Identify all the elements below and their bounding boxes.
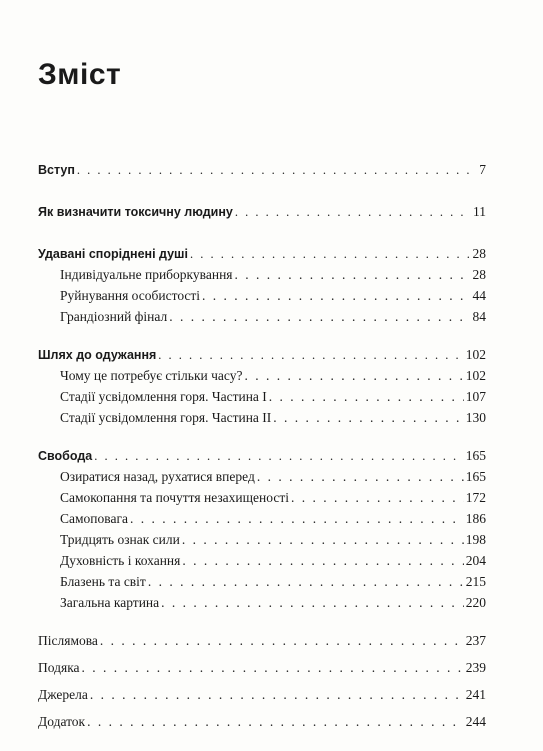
toc-page-number: 102: [465, 368, 486, 383]
toc-entry-chapter-3[interactable]: [38, 347, 486, 368]
toc-entry-label: Стадії усвідомлення горя. Частина ІІ: [60, 410, 272, 425]
dot-leader: [100, 633, 464, 649]
toc-page-number: 237: [465, 633, 486, 648]
toc-entry-chapter-2[interactable]: [38, 246, 486, 267]
toc-entry-section[interactable]: [38, 532, 486, 553]
toc-entry-label: Стадії усвідомлення горя. Частина І: [60, 389, 267, 404]
toc-entry-label: Духовність і кохання: [60, 553, 181, 568]
toc-entry-appendix[interactable]: [38, 714, 486, 735]
toc-page-number: 165: [465, 448, 486, 463]
toc-page-number: 172: [465, 490, 486, 505]
toc-page-number: 165: [465, 469, 486, 484]
dot-leader: [94, 449, 463, 464]
toc-page-number: 130: [465, 410, 486, 425]
dot-leader: [87, 714, 464, 730]
dot-leader: [273, 410, 463, 426]
toc-entry-afterword[interactable]: [38, 633, 486, 654]
toc-page-number: 241: [465, 687, 486, 702]
toc-entry-label: Руйнування особистості: [60, 288, 201, 303]
dot-leader: [269, 389, 464, 405]
dot-leader: [82, 660, 464, 676]
toc-entry-label: Індивідуальне приборкування: [60, 267, 233, 282]
toc-page-number: 198: [465, 532, 486, 547]
toc-entry-section[interactable]: [38, 309, 486, 330]
toc-page-number: 84: [472, 309, 486, 324]
toc-entry-section[interactable]: [38, 490, 486, 511]
toc-entry-label: Чому це потребує стільки часу?: [60, 368, 243, 383]
toc-page-number: 244: [465, 714, 486, 729]
toc-page-number: 28: [472, 246, 486, 261]
dot-leader: [182, 532, 464, 548]
toc-page-number: 11: [473, 204, 486, 219]
toc-entry-label: Самокопання та почуття незахищеності: [60, 490, 289, 505]
toc-entry-chapter-4[interactable]: [38, 448, 486, 469]
toc-entry-label: Удавані споріднені душі: [38, 247, 188, 261]
table-of-contents: [38, 162, 486, 735]
toc-entry-label: Загальна картина: [60, 595, 160, 610]
toc-entry-label: Додаток: [38, 714, 86, 729]
toc-entry-label: Озиратися назад, рухатися вперед: [60, 469, 255, 484]
dot-leader: [148, 574, 464, 590]
toc-entry-intro[interactable]: [38, 162, 486, 183]
toc-entry-label: Шлях до одужання: [38, 348, 157, 362]
toc-page-number: 186: [465, 511, 486, 526]
dot-leader: [235, 267, 471, 283]
toc-entry-label: Подяка: [38, 660, 80, 675]
toc-entry-label: Свобода: [38, 449, 93, 463]
toc-entry-label: Тридцять ознак сили: [60, 532, 180, 547]
dot-leader: [161, 595, 464, 611]
toc-entry-section[interactable]: [38, 511, 486, 532]
toc-page-number: 215: [465, 574, 486, 589]
toc-entry-section[interactable]: [38, 368, 486, 389]
dot-leader: [90, 687, 464, 703]
toc-entry-section[interactable]: [38, 574, 486, 595]
toc-entry-chapter-1[interactable]: [38, 204, 486, 225]
dot-leader: [244, 368, 463, 384]
toc-entry-label: Як визначити токсичну людину: [38, 205, 233, 219]
toc-page-number: 7: [479, 162, 486, 177]
toc-page-number: 204: [465, 553, 486, 568]
dot-leader: [158, 348, 463, 363]
toc-entry-label: Джерела: [38, 687, 88, 702]
toc-entry-section[interactable]: [38, 410, 486, 431]
toc-entry-section[interactable]: [38, 595, 486, 616]
dot-leader: [235, 205, 471, 220]
toc-entry-label: Вступ: [38, 163, 75, 177]
toc-page-number: 44: [472, 288, 486, 303]
toc-page-number: 28: [472, 267, 486, 282]
dot-leader: [130, 511, 464, 527]
toc-entry-sources[interactable]: [38, 687, 486, 708]
toc-entry-acknowledgements[interactable]: [38, 660, 486, 681]
dot-leader: [257, 469, 464, 485]
dot-leader: [77, 163, 477, 178]
toc-entry-section[interactable]: [38, 389, 486, 410]
toc-entry-section[interactable]: [38, 469, 486, 490]
toc-entry-section[interactable]: [38, 267, 486, 288]
toc-entry-label: Блазень та світ: [60, 574, 146, 589]
toc-entry-label: Післямова: [38, 633, 98, 648]
toc-page-number: 220: [465, 595, 486, 610]
toc-page-number: 239: [465, 660, 486, 675]
dot-leader: [169, 309, 470, 325]
dot-leader: [202, 288, 470, 304]
dot-leader: [182, 553, 463, 569]
dot-leader: [291, 490, 464, 506]
toc-entry-section[interactable]: [38, 553, 486, 574]
page-title: Зміст: [38, 58, 122, 91]
dot-leader: [190, 247, 471, 262]
toc-entry-label: Грандіозний фінал: [60, 309, 168, 324]
toc-entry-section[interactable]: [38, 288, 486, 309]
toc-entry-label: Самоповага: [60, 511, 128, 526]
toc-page-number: 107: [465, 389, 486, 404]
toc-page-number: 102: [465, 347, 486, 362]
